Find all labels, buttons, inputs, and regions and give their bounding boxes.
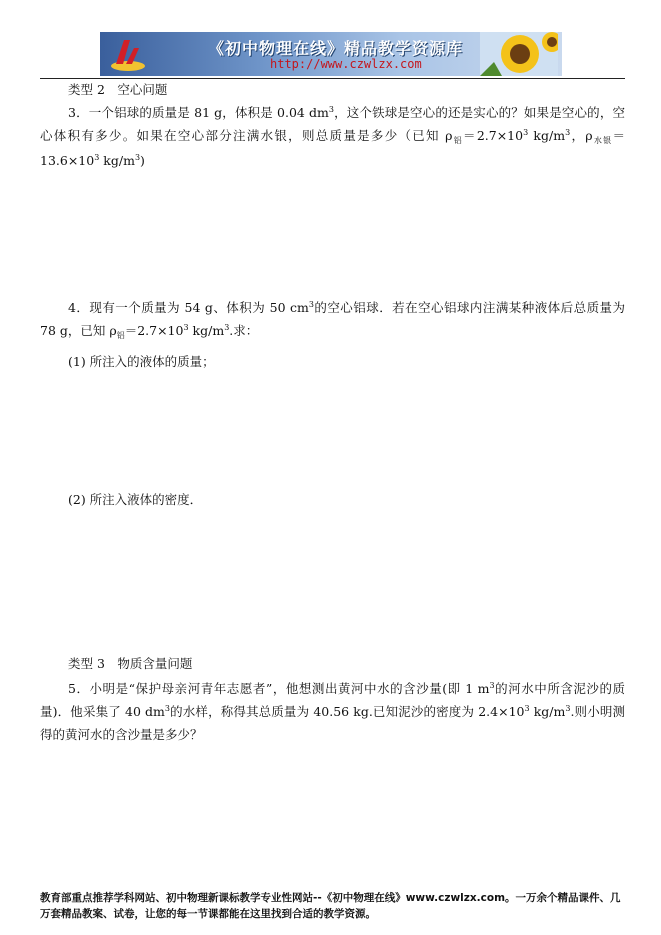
page-footer: 教育部重点推荐学科网站、初中物理新课标教学专业性网站--《初中物理在线》www.czwlzx.com。一万余个精品课件、几万套精品教案、试卷，让您的每一节课都能在这里找到合适的教学资源。 bbox=[40, 892, 621, 920]
question-5: 5．小明是“保护母亲河青年志愿者”，他想测出黄河中水的含沙量(即 1 $m^3$的河水中所含泥沙的质量)．他采集了 40 $dm^3$的水样，称得其总质量为 40.56 kg.已知泥沙的密度为 $2.4\times 10^3$ $kg/m^3$.则小明测得的黄河水的含沙量是多少？ bbox=[40, 681, 625, 742]
sunflower-icon bbox=[480, 32, 558, 76]
banner-title: 《初中物理在线》精品教学资源库 bbox=[208, 39, 464, 58]
question-3: 3．一个铝球的质量是 81 g，体积是 0.04 $dm^3$，这个铁球是空心的还是实心的？如果是空心的，空心体积有多少。如果在空心部分注满水银，则总质量是多少（已知 $\rho_铝=2.7\times 10^3$ $kg/m^3$，$\rho_{水银}=13.6\times 10^3$ $kg/m^3$) bbox=[40, 105, 625, 168]
banner-url[interactable]: http://www.czwlzx.com bbox=[270, 57, 422, 71]
question-4-part-2: (2) 所注入液体的密度． bbox=[68, 492, 203, 507]
site-logo-icon bbox=[108, 36, 148, 72]
header-banner bbox=[100, 32, 562, 76]
section2-heading: 类型 2 空心问题 bbox=[68, 82, 168, 97]
question-4: 4．现有一个质量为 54 g、体积为 50 $cm^3$的空心铝球．若在空心铝球内注满某种液体后总质量为 78 g，已知 $\rho_铝=2.7\times 10^3$ $kg/m^3$.求： bbox=[40, 300, 625, 340]
question-4-part-1: (1) 所注入的液体的质量； bbox=[68, 354, 215, 369]
section3-heading: 类型 3 物质含量问题 bbox=[68, 656, 193, 671]
